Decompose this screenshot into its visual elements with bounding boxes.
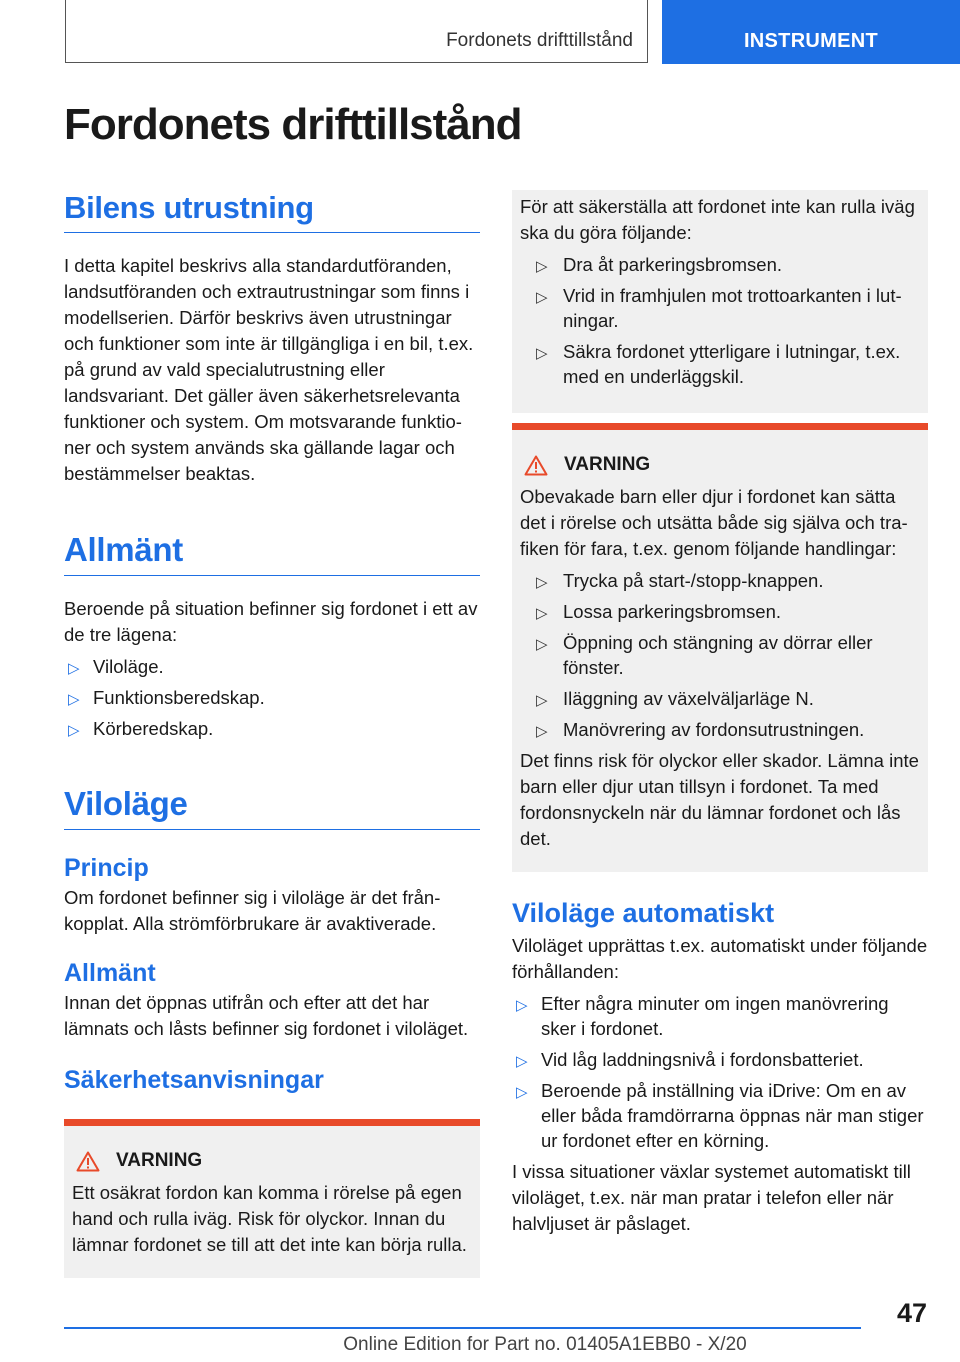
paragraph-allmant-sub: Innan det öppnas utifrån och efter att det har lämnats och låsts befinner sig fordonet i viloläget. xyxy=(64,992,469,1039)
list-item: ▷ Öppning och stängning av dörrar eller fönster. xyxy=(536,632,873,678)
paragraph-auto-outro: I vissa situationer växlar systemet automatiskt till viloläget, t.ex. när man pratar i telefon eller när halvljuset är påslaget. xyxy=(512,1161,911,1234)
triangle-bullet-icon: ▷ xyxy=(536,723,548,740)
warning-outro: Det finns risk för olyckor eller skador. Lämna inte barn eller djur utan tillsyn i fordonet. Ta med fordonsnyckeln när du lämnar fordonet och lås det. xyxy=(520,750,919,849)
heading-allmant: Allmänt xyxy=(64,531,480,576)
triangle-bullet-icon: ▷ xyxy=(536,636,548,653)
heading-sakerhetsanvisningar: Säkerhetsanvisningar xyxy=(64,1066,324,1094)
list-item: ▷ Trycka på start-/stopp-knappen. xyxy=(520,568,920,593)
left-column xyxy=(64,190,480,1278)
triangle-bullet-icon: ▷ xyxy=(516,1053,528,1070)
triangle-bullet-icon: ▷ xyxy=(536,258,548,275)
list-item: ▷ Lossa parkeringsbromsen. xyxy=(520,599,920,624)
warning-intro: Obevakade barn eller djur i fordonet kan sätta det i rörelse och utsätta både sig själva och trafiken för fara, t.ex. genom följande handlingar: xyxy=(520,486,908,559)
list-item: ▷ Beroende på inställning via iDrive: Om en av eller båda framdörrarna öppnas när man stiger ur fordonet efter en körning. xyxy=(516,1080,924,1151)
paragraph-allmant: Beroende på situation befinner sig fordonet i ett av de tre lägena: xyxy=(64,598,478,645)
modes-list xyxy=(64,654,480,741)
heading-vilolage: Viloläge xyxy=(64,785,480,830)
warning-triangle-icon xyxy=(524,455,548,476)
list-item: ▷ Säkra fordonet ytterligare i lutningar, t.ex. med en underläggskil. xyxy=(536,341,901,387)
list-item: ▷ Körberedskap. xyxy=(64,716,480,741)
triangle-bullet-icon: ▷ xyxy=(516,1084,528,1101)
header-section-title: Fordonets drifttillstånd xyxy=(446,30,633,51)
heading-bilens-utrustning: Bilens utrustning xyxy=(64,190,480,233)
chapter-tab[interactable] xyxy=(662,0,960,64)
list-item: ▷ Manövrering av fordonsutrustningen. xyxy=(520,717,920,742)
warning-box xyxy=(512,423,928,872)
warning-header xyxy=(520,454,920,476)
triangle-bullet-icon: ▷ xyxy=(68,722,80,739)
heading-princip: Princip xyxy=(64,854,149,882)
triangle-bullet-icon: ▷ xyxy=(536,605,548,622)
triangle-bullet-icon: ▷ xyxy=(68,691,80,708)
instruction-intro: För att säkerställa att fordonet inte kan rulla iväg ska du göra följande: xyxy=(520,196,915,243)
list-item: ▷ Vid låg laddningsnivå i fordonsbatteriet. xyxy=(512,1047,928,1072)
instruction-box xyxy=(512,190,928,413)
running-header xyxy=(65,0,648,63)
paragraph-auto-intro: Viloläget upprättas t.ex. automatiskt under följande förhållanden: xyxy=(512,935,928,982)
warning-label: VARNING xyxy=(116,1150,203,1171)
page-number: 47 xyxy=(896,1298,927,1328)
list-item: ▷ Funktionsberedskap. xyxy=(64,685,480,710)
list-item: ▷ Viloläge. xyxy=(64,654,480,679)
triangle-bullet-icon: ▷ xyxy=(536,345,548,362)
triangle-bullet-icon: ▷ xyxy=(536,289,548,306)
paragraph-princip: Om fordonet befinner sig i viloläge är det frånkopplat. Alla strömförbrukare är avaktiverade. xyxy=(64,887,441,934)
warning-label: VARNING xyxy=(564,454,651,475)
list-item: ▷ Iläggning av växelväljarläge N. xyxy=(520,686,920,711)
list-item: ▷ Efter några minuter om ingen manövrering sker i fordonet. xyxy=(516,993,889,1039)
right-column xyxy=(512,190,928,1237)
warning-triangle-icon xyxy=(76,1151,100,1172)
heading-vilolage-automatiskt: Viloläge automatiskt xyxy=(512,898,775,928)
footer-edition: Online Edition for Part no. 01405A1EBB0 - X/20 xyxy=(343,1334,747,1355)
auto-conditions-list xyxy=(512,991,928,1153)
list-item: ▷ Vrid in framhjulen mot trottoarkanten i lutningar. xyxy=(536,285,902,331)
triangle-bullet-icon: ▷ xyxy=(68,660,80,677)
instruction-list xyxy=(520,252,920,389)
list-item: ▷ Dra åt parkeringsbromsen. xyxy=(520,252,920,277)
footer-rule xyxy=(64,1327,861,1329)
warning-text: Ett osäkrat fordon kan komma i rörelse på egen hand och rulla iväg. Risk för olyckor. Innan du lämnar fordonet se till att det inte kan börja rulla. xyxy=(72,1182,467,1255)
warning-box xyxy=(64,1119,480,1278)
triangle-bullet-icon: ▷ xyxy=(536,574,548,591)
page-title: Fordonets drifttillstånd xyxy=(64,100,522,149)
triangle-bullet-icon: ▷ xyxy=(516,997,528,1014)
paragraph-bilens-utrustning: I detta kapitel beskrivs alla standardutföranden, landsutföranden och extrautrustningar som finns i modellserien. Därför beskrivs även utrustningar och funktioner som inte är tillgängliga i en bil, t.ex. på grund av vald specialutrustning eller landsvariant. Det gäller även säkerhetsrelevanta funktioner och system. Om motsvarande funktioner och system används ska gällande lagar och bestämmelser beaktas. xyxy=(64,255,474,484)
chapter-tab-label: INSTRUMENT xyxy=(743,30,879,52)
warning-header xyxy=(72,1150,472,1172)
heading-allmant-sub: Allmänt xyxy=(64,959,156,987)
triangle-bullet-icon: ▷ xyxy=(536,692,548,709)
warning-list xyxy=(520,568,920,742)
